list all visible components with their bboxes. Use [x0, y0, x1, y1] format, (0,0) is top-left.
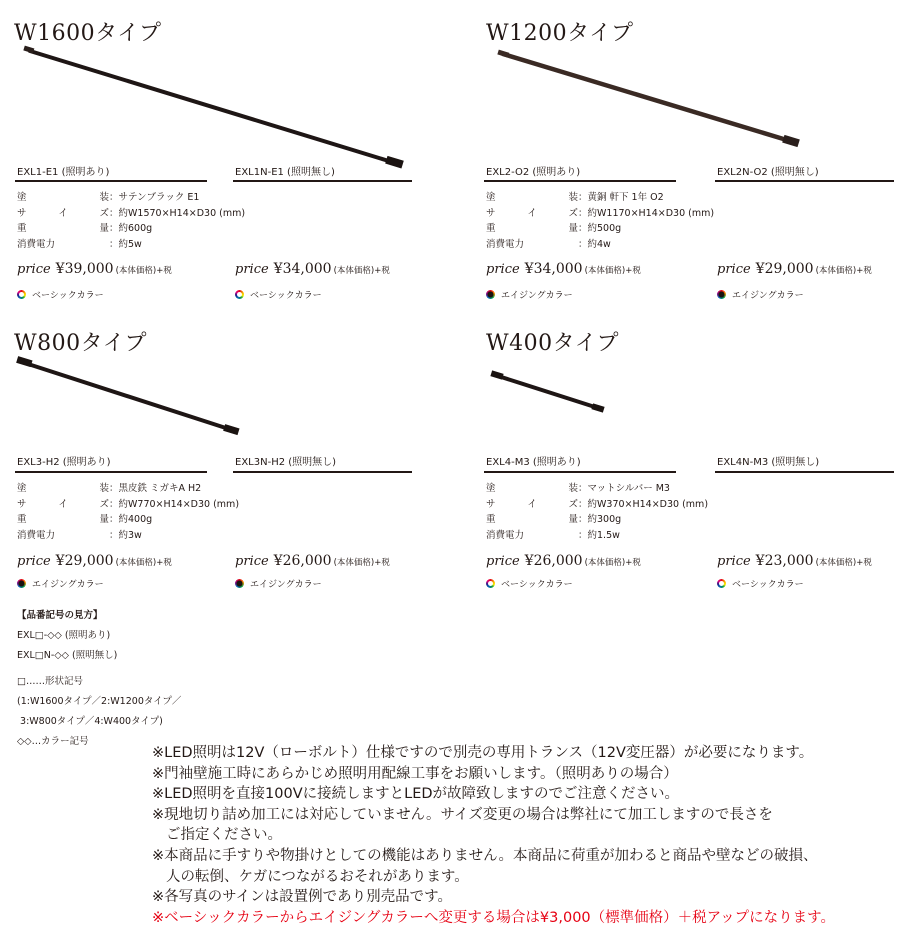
spec-value: ：約W1570×H14×D30 (mm)	[109, 207, 246, 219]
price-with-light: price ¥29,000 (本体価格)+税	[17, 553, 172, 569]
spec-value: ：約4w	[578, 238, 611, 250]
spec-value: ：黒皮鉄 ミガキA H2	[109, 483, 202, 494]
price-without-light: price ¥26,000 (本体価格)+税	[235, 553, 390, 569]
basic-color-ring-icon	[717, 579, 726, 588]
spec-value: ：約5w	[109, 238, 142, 250]
spec-value: ：約400g	[109, 514, 153, 526]
spec-key: 塗 装	[17, 192, 109, 203]
divider	[484, 471, 676, 473]
spec-value: ：約3w	[109, 529, 142, 541]
spec-key: 重 量	[486, 223, 578, 235]
price-without-light: price ¥23,000 (本体価格)+税	[717, 553, 872, 569]
legend-line: □……形状記号	[17, 676, 83, 687]
color-type: ベーシックカラー	[235, 288, 322, 301]
spec-key: 消費電力	[17, 529, 56, 541]
price-without-light: price ¥29,000 (本体価格)+税	[717, 261, 872, 277]
model-code: EXL1N-E1 (照明無し)	[235, 167, 335, 178]
spec-key: サ イ ズ	[486, 498, 578, 510]
spec-value: ：約600g	[109, 223, 153, 235]
legend-line: ◇◇…カラー記号	[17, 736, 89, 747]
spec-list	[486, 481, 708, 543]
legend-heading: 【品番記号の見方】	[17, 610, 103, 621]
note-line: ご指定ください。	[166, 827, 282, 844]
model-code: EXL3-H2 (照明あり)	[17, 457, 111, 468]
model-code: EXL1-E1 (照明あり)	[17, 167, 110, 178]
spec-value: ：黄銅 軒下 1年 O2	[578, 192, 664, 203]
spec-value: ：約500g	[578, 223, 622, 235]
note-line: ※門袖壁施工時にあらかじめ照明用配線工事をお願いします。（照明ありの場合）	[152, 765, 678, 782]
type-title-w400: W400タイプ	[486, 331, 620, 356]
model-code: EXL2-O2 (照明あり)	[486, 167, 581, 178]
note-line: ※各写真のサインは設置例であり別売品です。	[152, 889, 452, 906]
color-type: ベーシックカラー	[717, 577, 804, 590]
color-type: エイジングカラー	[17, 577, 104, 590]
model-code: EXL2N-O2 (照明無し)	[717, 167, 819, 178]
basic-color-ring-icon	[486, 579, 495, 588]
spec-key: サ イ ズ	[486, 207, 578, 219]
spec-value: ：マットシルバー M3	[578, 483, 670, 494]
color-type: エイジングカラー	[235, 577, 322, 590]
note-line: ※LED照明を直接100Vに接続しますとLEDが故障致しますのでご注意ください。	[152, 786, 680, 803]
legend-line: EXL□-◇◇ (照明あり)	[17, 630, 111, 641]
model-code: EXL4N-M3 (照明無し)	[717, 457, 820, 468]
type-title-w800: W800タイプ	[14, 331, 148, 356]
spec-value: ：約1.5w	[578, 529, 620, 541]
spec-key: 消費電力	[486, 238, 525, 250]
spec-key: 重 量	[486, 514, 578, 526]
notes-section	[152, 743, 835, 928]
model-code: EXL4-M3 (照明あり)	[486, 457, 581, 468]
note-line: ※LED照明は12V（ローボルト）仕様ですので別売の専用トランス（12V変圧器）が必要になります。	[152, 745, 814, 761]
model-code-legend	[17, 606, 181, 752]
spec-value: ：約W1170×H14×D30 (mm)	[578, 207, 715, 219]
legend-line: 3:W800タイプ／4:W400タイプ)	[17, 716, 163, 727]
color-type: ベーシックカラー	[486, 577, 573, 590]
spec-key: 重 量	[17, 223, 109, 235]
price-without-light: price ¥34,000 (本体価格)+税	[235, 261, 390, 277]
note-line-red: ※ベーシックカラーからエイジングカラーへ変更する場合は¥3,000（標準価格）＋税アップになります。	[152, 909, 835, 926]
price-with-light: price ¥34,000 (本体価格)+税	[486, 261, 641, 277]
spec-value: ：サテンブラック E1	[109, 192, 200, 203]
type-title-w1600: W1600タイプ	[14, 21, 162, 46]
color-type: ベーシックカラー	[17, 288, 104, 301]
spec-value: ：約W370×H14×D30 (mm)	[578, 498, 709, 510]
type-title-w1200: W1200タイプ	[486, 21, 634, 46]
spec-key: 塗 装	[17, 483, 109, 494]
spec-value: ：約W770×H14×D30 (mm)	[109, 498, 240, 510]
color-type: エイジングカラー	[486, 288, 573, 301]
legend-line: (1:W1600タイプ／2:W1200タイプ／	[17, 696, 182, 707]
divider	[715, 471, 894, 473]
spec-key: サ イ ズ	[17, 498, 109, 510]
spec-key: 消費電力	[486, 529, 525, 541]
spec-key: 重 量	[17, 514, 109, 526]
spec-key: 塗 装	[486, 483, 578, 494]
model-code: EXL3N-H2 (照明無し)	[235, 457, 337, 468]
note-line: 人の転倒、ケガにつながるおそれがあります。	[166, 868, 469, 885]
spec-key: 塗 装	[486, 192, 578, 203]
spec-key: サ イ ズ	[17, 207, 109, 219]
price-with-light: price ¥39,000 (本体価格)+税	[17, 261, 172, 277]
spec-value: ：約300g	[578, 514, 622, 526]
color-type: エイジングカラー	[717, 288, 804, 301]
spec-key: 消費電力	[17, 238, 56, 250]
legend-line: EXL□N-◇◇ (照明無し)	[17, 650, 118, 661]
price-with-light: price ¥26,000 (本体価格)+税	[486, 553, 641, 569]
note-line: ※現地切り詰め加工には対応していません。サイズ変更の場合は弊社にて加工しますので長さを	[152, 806, 773, 823]
note-line: ※本商品に手すりや物掛けとしての機能はありません。本商品に荷重が加わると商品や壁などの破損、	[152, 847, 818, 864]
